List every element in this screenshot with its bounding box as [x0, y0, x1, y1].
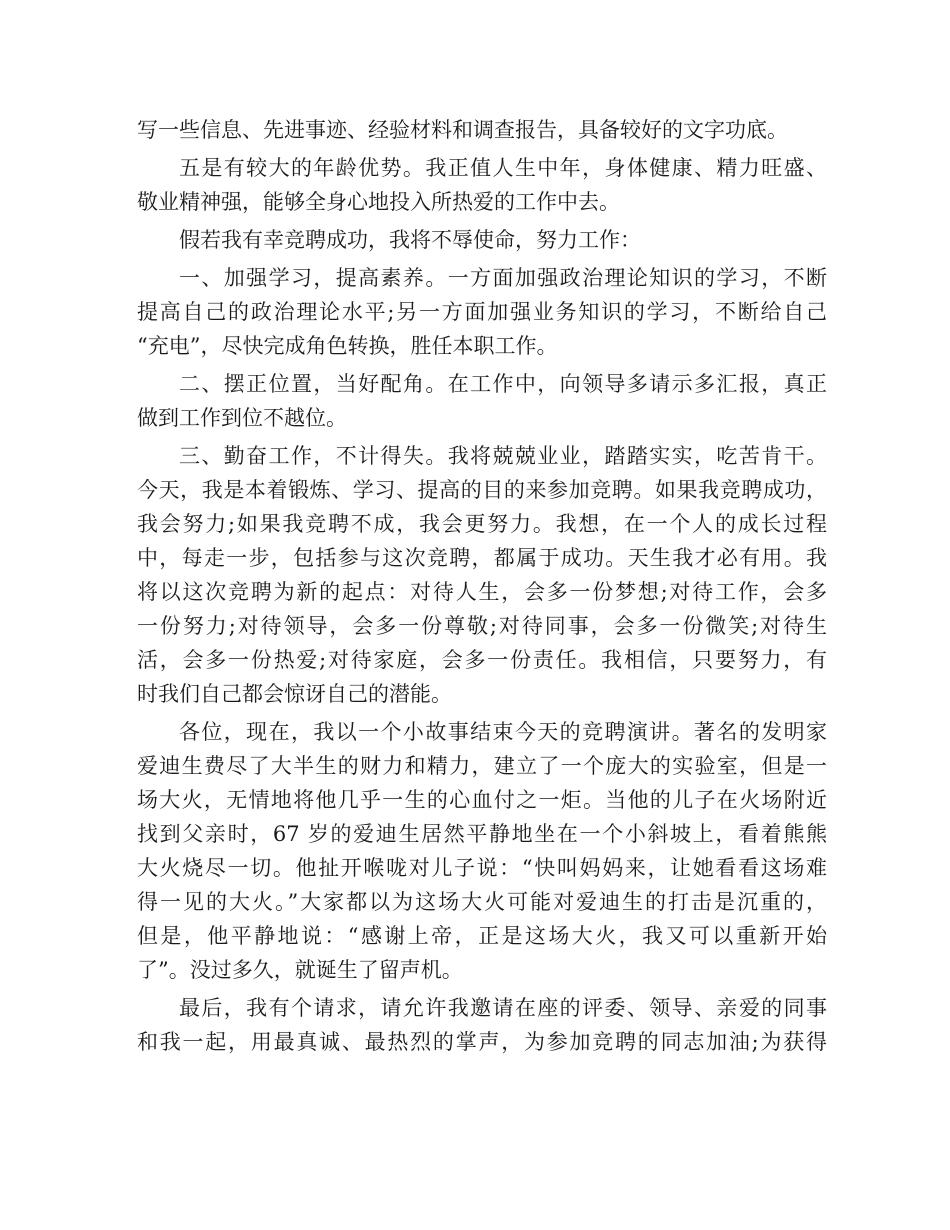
text-line: 中，每走一步，包括参与这次竞聘，都属于成功。天生我才必有用。我: [137, 546, 827, 570]
text-line: 做到工作到位不越位。: [137, 406, 347, 430]
text-line: 写一些信息、先进事迹、经验材料和调查报告，具备较好的文字功底。: [137, 118, 788, 142]
text-line: 今天，我是本着锻炼、学习、提高的目的来参加竞聘。如果我竞聘成功，: [137, 478, 827, 502]
text-line: 最后，我有个请求，请允许我邀请在座的评委、领导、亲爱的同事: [179, 996, 827, 1020]
text-line: 提高自己的政治理论水平;另一方面加强业务知识的学习，不断给自己: [137, 300, 827, 324]
document-body: [137, 113, 827, 1063]
paragraph: [137, 223, 827, 257]
text-line: 场大火，无情地将他几乎一生的心血付之一炬。当他的儿子在火场附近: [137, 788, 827, 812]
text-line: 敬业精神强，能够全身心地投入所热爱的工作中去。: [137, 190, 620, 214]
text-line: 时我们自己都会惊讶自己的潜能。: [137, 682, 452, 706]
text-line: 了”。没过多久，就诞生了留声机。: [137, 958, 463, 982]
text-line: 活，会多一份热爱;对待家庭，会多一份责任。我相信，只要努力，有: [137, 648, 827, 672]
text-line: 二、摆正位置，当好配角。在工作中，向领导多请示多汇报，真正: [179, 372, 827, 396]
text-line: 爱迪生费尽了大半生的财力和精力，建立了一个庞大的实验室，但是一: [137, 754, 827, 778]
text-line: 一份努力;对待领导，会多一份尊敬;对待同事，会多一份微笑;对待生: [137, 614, 827, 638]
text-line: 和我一起，用最真诚、最热烈的掌声，为参加竞聘的同志加油;为获得: [137, 1030, 827, 1054]
text-line: 得一见的大火。”大家都以为这场大火可能对爱迪生的打击是沉重的，: [137, 890, 827, 914]
text-line: 假若我有幸竞聘成功，我将不辱使命，努力工作：: [179, 228, 641, 252]
text-line: “充电”，尽快完成角色转换，胜任本职工作。: [137, 334, 558, 358]
text-line: 三、勤奋工作，不计得失。我将兢兢业业，踏踏实实，吃苦肯干。: [179, 444, 827, 468]
paragraph: [137, 113, 827, 147]
paragraph: [137, 439, 827, 711]
paragraph: [137, 715, 827, 987]
text-line: 一、加强学习，提高素养。一方面加强政治理论知识的学习，不断: [179, 266, 827, 290]
paragraph: [137, 991, 827, 1059]
paragraph: [137, 367, 827, 435]
text-line: 但是，他平静地说：“感谢上帝，正是这场大火，我又可以重新开始: [137, 924, 827, 948]
paragraph: [137, 151, 827, 219]
text-line: 五是有较大的年龄优势。我正值人生中年，身体健康、精力旺盛、: [179, 156, 827, 180]
paragraph: [137, 261, 827, 363]
text-line: 找到父亲时，67 岁的爱迪生居然平静地坐在一个小斜坡上，看着熊熊: [137, 822, 827, 846]
text-line: 我会努力;如果我竞聘不成，我会更努力。我想，在一个人的成长过程: [137, 512, 827, 536]
text-line: 大火烧尽一切。他扯开喉咙对儿子说：“快叫妈妈来，让她看看这场难: [137, 856, 827, 880]
text-line: 将以这次竞聘为新的起点：对待人生，会多一份梦想;对待工作，会多: [137, 580, 827, 604]
text-line: 各位，现在，我以一个小故事结束今天的竞聘演讲。著名的发明家: [179, 720, 827, 744]
